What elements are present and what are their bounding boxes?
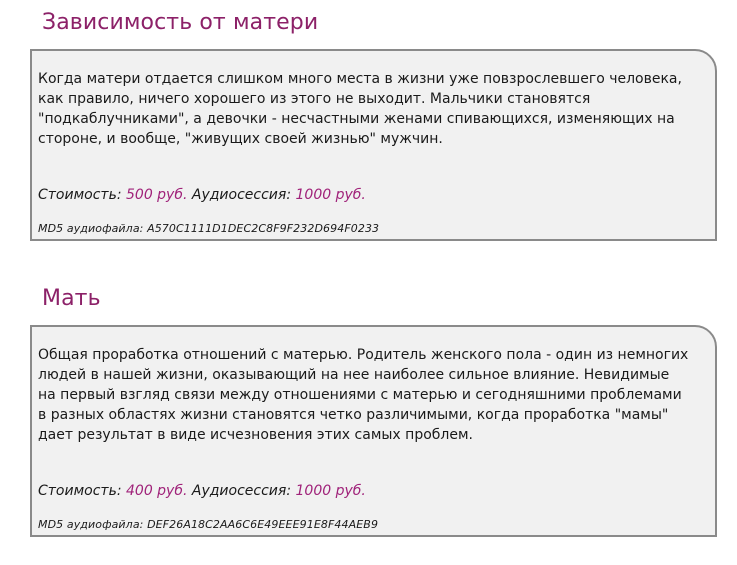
price-line: [38, 187, 709, 203]
price-label: Стоимость:: [38, 483, 122, 499]
audio-session-label: Аудиосессия:: [191, 187, 292, 203]
audio-session-price: 1000 руб.: [295, 483, 366, 499]
service-card-mother: [30, 325, 717, 537]
service-description: Общая проработка отношений с матерью. Родитель женского пола - один из немногих людей в нашей жизни, оказывающий на нее наиболее сильное влияние. Невидимые на первый взгляд связи между отношениями с матерью и сегодняшними проблемами в разных областях жизни становятся четко различимыми, когда проработка "мамы" дает результат в виде исчезновения этих самых проблем.: [38, 347, 689, 443]
price-line: [38, 483, 709, 499]
audio-session-label: Аудиосессия:: [191, 483, 292, 499]
md5-label: MD5 аудиофайла:: [38, 518, 144, 531]
md5-value: A570C1111D1DEC2C8F9F232D694F0233: [147, 222, 380, 235]
md5-line: [38, 222, 709, 235]
md5-value: DEF26A18C2AA6C6E49EEE91E8F44AEB9: [147, 518, 379, 531]
md5-label: MD5 аудиофайла:: [38, 222, 144, 235]
service-description: Когда матери отдается слишком много места в жизни уже повзрослевшего человека, как правило, ничего хорошего из этого не выходит. Мальчики становятся "подкаблучниками", а девочки - несчастными женами спивающихся, изменяющих на стороне, и вообще, "живущих своей жизнью" мужчин.: [38, 71, 682, 147]
price-value: 400 руб.: [126, 483, 188, 499]
section-title-mother: Мать: [42, 286, 101, 311]
price-label: Стоимость:: [38, 187, 122, 203]
md5-line: [38, 518, 709, 531]
audio-session-price: 1000 руб.: [295, 187, 366, 203]
section-title-mother-dependency: Зависимость от матери: [42, 10, 319, 35]
service-card-mother-dependency: [30, 49, 717, 241]
price-value: 500 руб.: [126, 187, 188, 203]
